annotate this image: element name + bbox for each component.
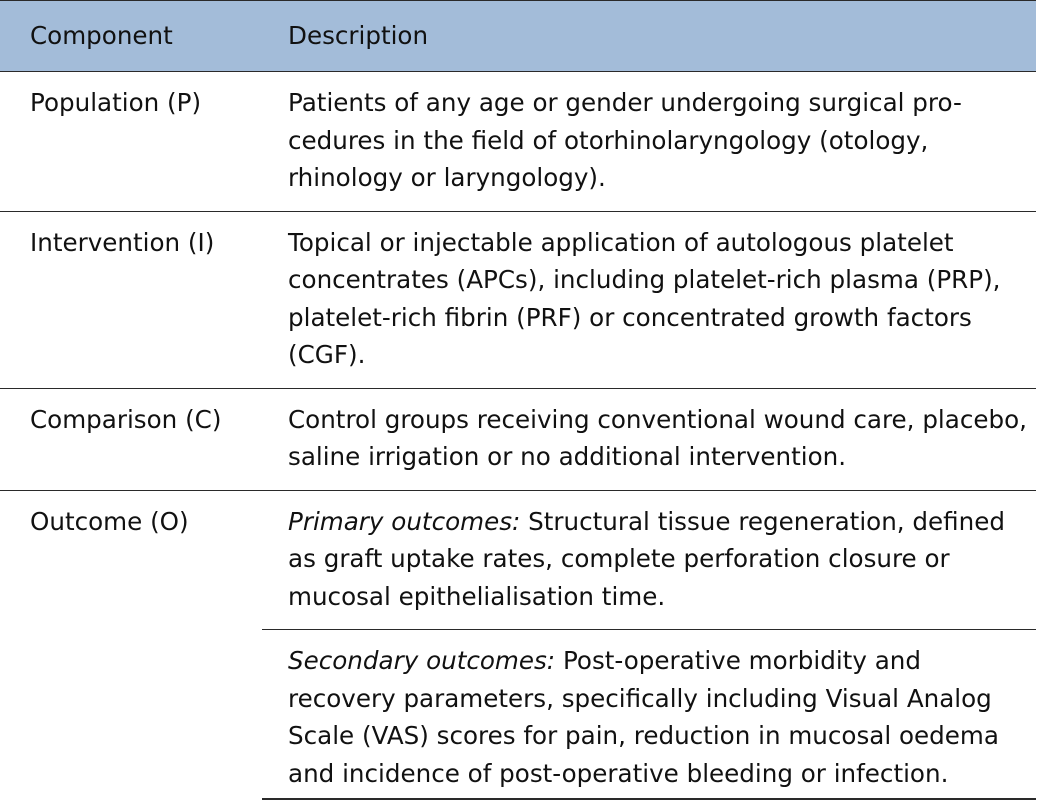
description-cell: Control groups receiving conventional wound care, placebo, saline irrigation or no additional intervention. <box>262 388 1036 490</box>
secondary-outcomes-text: Post-operative morbidity and recovery parameters, specifically including Visual Analog Scale (VAS) scores for pain, reduction in mucosal oedema and incidence of post-operative bleeding or infection. <box>288 646 999 788</box>
description-cell: Topical or injectable application of autologous platelet concentrates (APCs), including platelet-rich plasma (PRP), platelet-rich fibrin (PRF) or concentrated growth factors (CGF). <box>262 211 1036 388</box>
header-description: Description <box>262 1 1036 72</box>
secondary-outcomes-label: Secondary outcomes: <box>288 646 556 675</box>
component-cell: Intervention (I) <box>0 211 262 388</box>
table-row-outcome-primary <box>0 490 1036 630</box>
table-row-intervention <box>0 211 1036 388</box>
table-body <box>0 72 1036 800</box>
header-row <box>0 1 1036 72</box>
primary-outcomes-label: Primary outcomes: <box>288 506 521 536</box>
component-cell: Comparison (C) <box>0 388 262 490</box>
description-cell-primary <box>262 490 1036 630</box>
table-header <box>0 1 1036 72</box>
component-cell: Population (P) <box>0 72 262 212</box>
primary-outcomes-text: Structural tissue regeneration, defined as graft uptake rates, complete perforation closure or mucosal epithelialisation time. <box>288 506 1005 611</box>
header-component: Component <box>0 1 262 72</box>
description-cell: Patients of any age or gender undergoing surgical pro-cedures in the field of otorhinolaryngology (otology, rhinology or laryngology). <box>262 72 1036 212</box>
component-cell: Outcome (O) <box>30 506 189 536</box>
description-cell-secondary <box>262 630 1036 800</box>
table-row-comparison <box>0 388 1036 490</box>
table-row-population <box>0 72 1036 212</box>
